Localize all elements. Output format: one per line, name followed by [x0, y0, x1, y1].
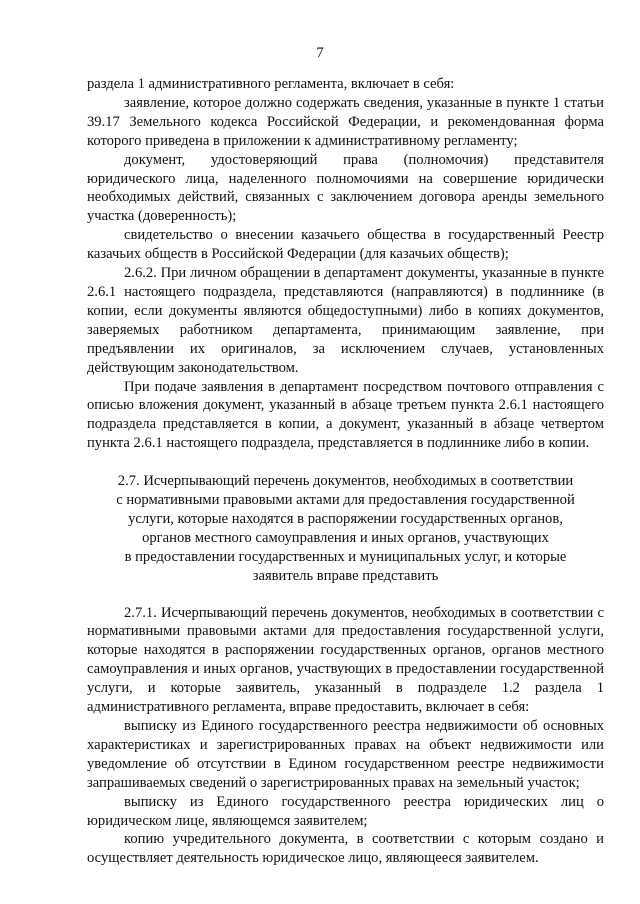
page-number: 7	[316, 45, 324, 61]
section-heading-2-7	[87, 472, 604, 585]
heading-line: заявитель вправе представить	[252, 567, 439, 584]
paragraph-application: заявление, которое должно содержать сведения, указанные в пункте 1 статьи 39.17 Земельного кодекса Российской Федерации, и рекомендованная форма которого приведена в приложении к административному регламенту;	[87, 94, 604, 149]
paragraph-egrn-extract: выписку из Единого государственного реестра недвижимости об основных характеристиках и зарегистрированных правах на объект недвижимости или уведомление об отсутствии в Едином государственном реестре недвижимости запрашиваемых сведений о зарегистрированных правах на земельный участок;	[87, 718, 604, 791]
paragraph-cossack-certificate: свидетельство о внесении казачьего общества в государственный Реестр казачьих обществ в Российской Федерации (для казачьих обществ);	[87, 227, 604, 263]
heading-line: с нормативными правовыми актами для предоставления государственной	[116, 492, 575, 509]
paragraph-charter-copy: копию учредительного документа, в соответствии с которым создано и осуществляет деятельность юридическое лицо, являющееся заявителем.	[87, 831, 604, 867]
paragraph-egrul-extract: выписку из Единого государственного реестра юридических лиц о юридическом лице, являющемся заявителем;	[87, 793, 604, 829]
document-body	[87, 75, 604, 868]
paragraph-2-6-2: 2.6.2. При личном обращении в департамент документы, указанные в пункте 2.6.1 настоящего подраздела, представляются (направляются) в подлиннике (в копии, если документы являются общедоступными) либо в копиях документов, заверяемых работником департамента, принимающим заявление, при предъявлении их оригиналов, за исключением случаев, установленных действующим законодательством.	[87, 265, 604, 376]
heading-line: 2.7. Исчерпывающий перечень документов, необходимых в соответствии	[117, 473, 574, 490]
heading-line: органов местного самоуправления и иных органов, участвующих	[142, 529, 549, 546]
paragraph-postal-submission: При подаче заявления в департамент посредством почтового отправления с описью вложения документ, указанный в абзаце третьем пункта 2.6.1 настоящего подраздела представляется в копии, а документ, указанный в абзаце четвертом пункта 2.6.1 настоящего подраздела, представляется в подлиннике либо в копии.	[87, 378, 604, 452]
paragraph-2-7-1: 2.7.1. Исчерпывающий перечень документов, необходимых в соответствии с нормативными правовыми актами для предоставления государственной услуги, которые находятся в распоряжении государственных органов, органов местного самоуправления и иных органов, участвующих в предоставлении государственной услуги, и которые заявитель, указанный в подразделе 1.2 раздела 1 административного регламента, вправе предоставить, включает в себя:	[87, 604, 604, 716]
heading-line: услуги, которые находятся в распоряжении государственных органов,	[128, 510, 563, 527]
heading-line: в предоставлении государственных и муниципальных услуг, и которые	[124, 548, 567, 565]
paragraph-continuation: раздела 1 административного регламента, включает в себя:	[87, 76, 455, 92]
paragraph-authority-document: документ, удостоверяющий права (полномочия) представителя юридического лица, наделенного полномочиями на совершение юридически необходимых действий, связанных с заключением договора аренды земельного участка (доверенность);	[87, 151, 604, 225]
